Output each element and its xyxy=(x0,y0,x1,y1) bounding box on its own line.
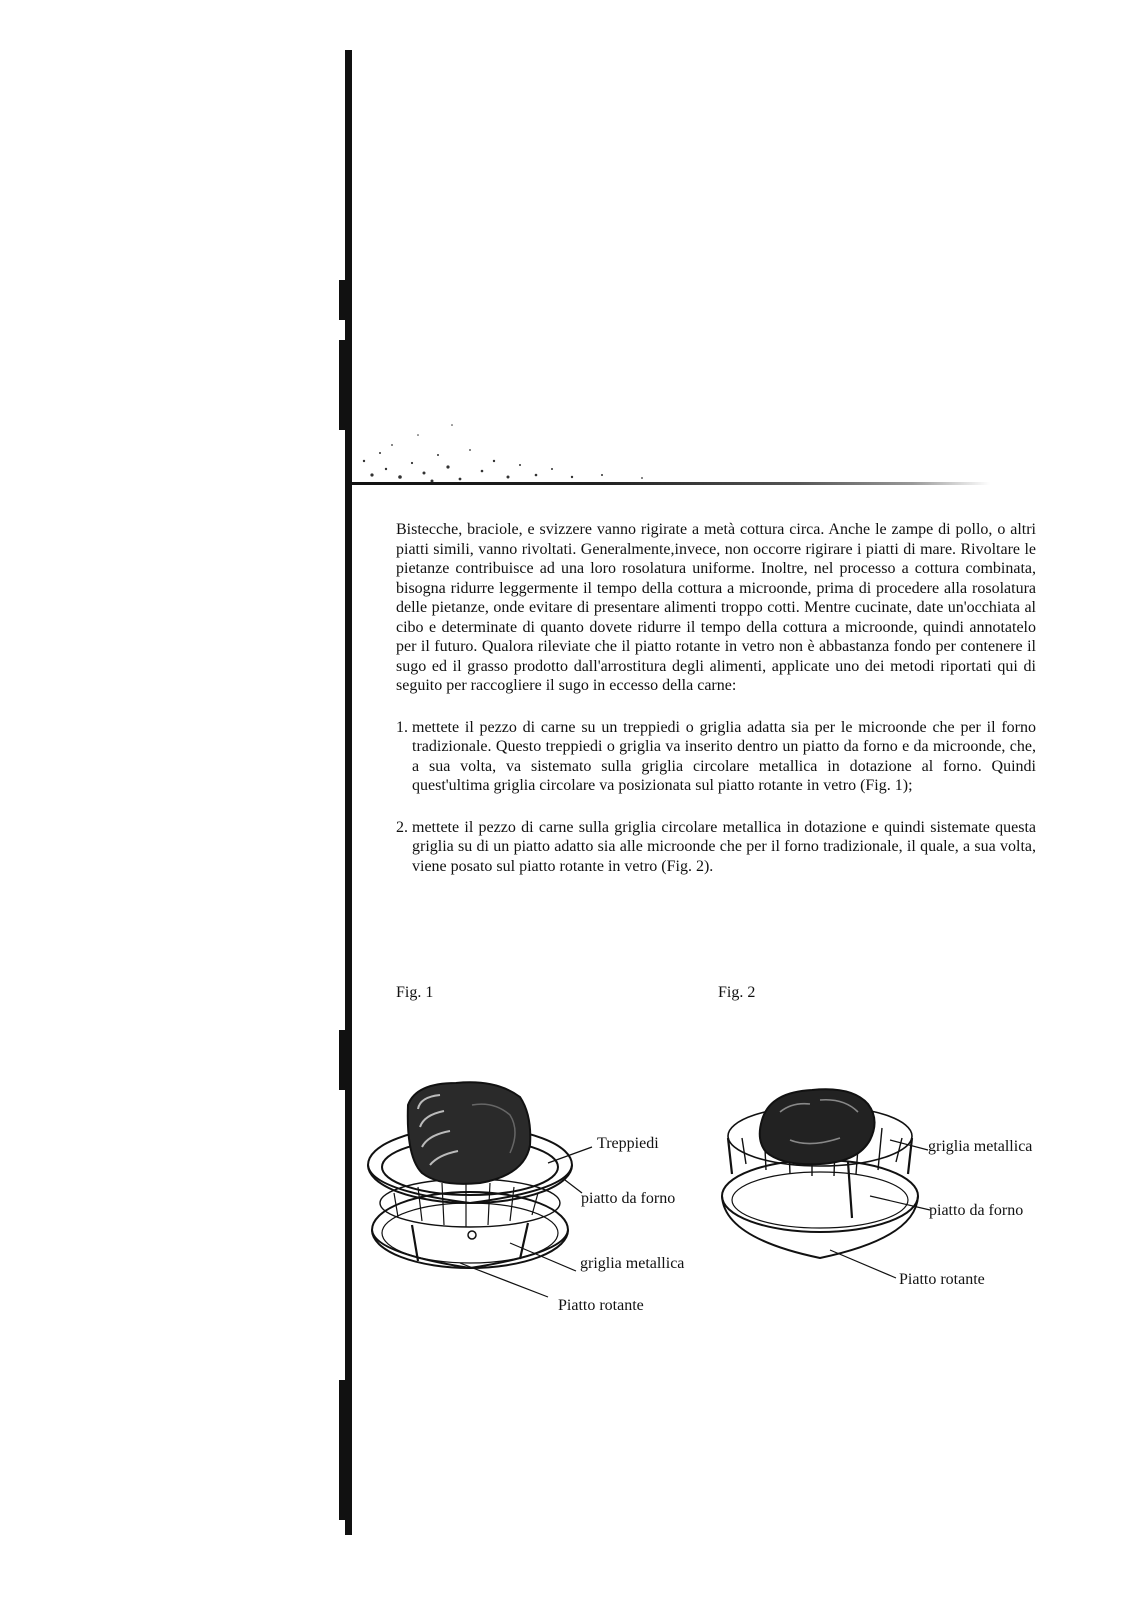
page-binding-edge xyxy=(345,50,352,1535)
list-number: 2. xyxy=(396,818,408,836)
intro-paragraph: Bistecche, braciole, e svizzere vanno rigirate a metà cottura circa. Anche le zampe di pollo, o altri piatti simili, vanno rivoltati. Generalmente,invece, non occorre rigirare i piatti di mare. Rivoltare le pietanze contribuisce ad una loro rosolatura uniforme. Inoltre, nel processo a cottura combinata, bisogna ridurre leggermente il tempo della cottura a microonde, prima di procedere alla rosolatura delle pietanze, onde evitare di presentare alimenti troppo cotti. Mentre cucinate, date un'occhiata al cibo e determinate di quanto dovete ridurre il tempo della cottura a microonde, quindi annotatelo per il futuro. Qualora rileviate che il piatto rotante in vetro non è abbastanza fondo per contenere il sugo ed il grasso prodotto dall'arrostitura degli alimenti, applicate uno dei metodi riportati qui di seguito per raccogliere il sugo in eccesso della carne: xyxy=(396,521,1036,694)
scan-speckles xyxy=(352,395,682,483)
figure-2-illustration xyxy=(720,1078,920,1278)
callout-piatto-rotante: Piatto rotante xyxy=(899,1271,985,1288)
callout-piatto-da-forno: piatto da forno xyxy=(581,1190,676,1207)
meat-roast-icon xyxy=(408,1082,531,1239)
list-text: mettete il pezzo di carne su un treppiedi o griglia adatta sia per le microonde che per il forno tradizionale. Questo treppiedi o griglia va inserito dentro un piatto da forno e da microonde, che, a sua volta, va sistemato sulla griglia circolare metallica in dotazione al forno. Quindi quest'ultima griglia circolare va posizionata sul piatto rotante in vetro (Fig. 1); xyxy=(412,718,1036,794)
callout-treppiedi: Treppiedi xyxy=(597,1135,659,1152)
binding-mark xyxy=(339,1030,345,1090)
figure-1-illustration xyxy=(360,1075,610,1290)
list-text: mettete il pezzo di carne sulla griglia circolare metallica in dotazione e quindi sistemate questa griglia su di un piatto adatto sia alle microonde che per il forno tradizionale, il quale, a sua volta, viene posato sul piatto rotante in vetro (Fig. 2). xyxy=(412,818,1036,875)
figure-2-label: Fig. 2 xyxy=(718,984,756,1001)
horizontal-rule xyxy=(345,482,990,485)
binding-mark xyxy=(339,1380,345,1520)
list-number: 1. xyxy=(396,718,408,736)
document-body xyxy=(396,520,1036,898)
list-item xyxy=(396,818,1036,877)
meat-roast-icon xyxy=(760,1089,875,1164)
list-item xyxy=(396,718,1036,796)
callout-piatto-da-forno: piatto da forno xyxy=(929,1202,1024,1219)
figure-1-label: Fig. 1 xyxy=(396,984,434,1001)
callout-griglia-metallica: griglia metallica xyxy=(580,1255,685,1272)
callout-piatto-rotante: Piatto rotante xyxy=(558,1297,644,1314)
callout-griglia-metallica: griglia metallica xyxy=(928,1138,1033,1155)
binding-mark xyxy=(339,340,345,430)
binding-mark xyxy=(339,280,345,320)
